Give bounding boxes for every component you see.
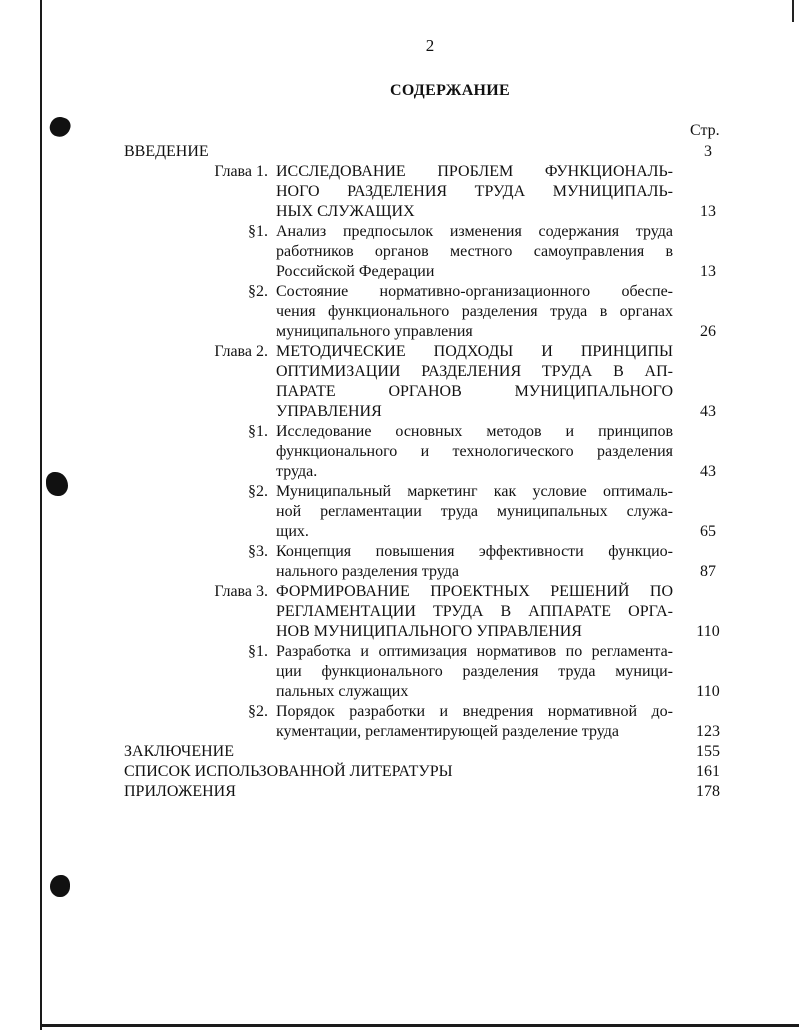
toc-page-number: 161 <box>696 763 720 780</box>
toc-page-number: 155 <box>696 743 720 760</box>
toc-page-number: 87 <box>700 563 716 580</box>
toc-entry-label: Глава 1. <box>214 163 268 180</box>
toc-title-line: Состояние нормативно-организационного обеспе- <box>276 283 673 300</box>
toc-entry-label: §1. <box>248 643 268 660</box>
toc-page-number: 110 <box>696 683 720 700</box>
hole-punch-mark <box>50 875 70 897</box>
toc-section-entry <box>0 642 799 702</box>
toc-title-line: НОВ МУНИЦИПАЛЬНОГО УПРАВЛЕНИЯ <box>276 623 582 640</box>
toc-entry-label: ПРИЛОЖЕНИЯ <box>124 783 236 800</box>
toc-entry-label: Глава 2. <box>214 343 268 360</box>
toc-entry-title <box>276 282 673 342</box>
toc-title: СОДЕРЖАНИЕ <box>389 82 511 99</box>
toc-page-number: 43 <box>700 403 716 420</box>
toc-entry-label: ВВЕДЕНИЕ <box>124 143 209 160</box>
toc-entry-label: СПИСОК ИСПОЛЬЗОВАННОЙ ЛИТЕРАТУРЫ <box>124 763 453 780</box>
page-column-header: Стр. <box>690 122 720 139</box>
toc-title-line: Разработка и оптимизация нормативов по регламента- <box>276 643 673 660</box>
toc-entry-title <box>276 582 673 642</box>
toc-title-line: РЕГЛАМЕНТАЦИИ ТРУДА В АППАРАТЕ ОРГА- <box>276 603 673 620</box>
toc-title-line: Российской Федерации <box>276 263 435 280</box>
toc-part-entry <box>0 742 799 762</box>
toc-entry-label: §1. <box>248 423 268 440</box>
toc-entry-title <box>276 342 673 422</box>
toc-section-entry <box>0 222 799 282</box>
toc-title-line: Муниципальный маркетинг как условие оптималь- <box>276 483 673 500</box>
toc-entry-label: §3. <box>248 543 268 560</box>
toc-title-line: НОГО РАЗДЕЛЕНИЯ ТРУДА МУНИЦИПАЛЬ- <box>276 183 673 200</box>
toc-entry-label: Глава 3. <box>214 583 268 600</box>
toc-title-line: Анализ предпосылок изменения содержания труда <box>276 223 673 240</box>
toc-page-number: 3 <box>704 143 712 160</box>
toc-entry-label: §2. <box>248 703 268 720</box>
toc-title-line: кументации, регламентирующей разделение труда <box>276 723 620 740</box>
toc-title-line: НЫХ СЛУЖАЩИХ <box>276 203 415 220</box>
toc-entry-title <box>276 542 673 582</box>
toc-page-number: 65 <box>700 523 716 540</box>
toc-section-entry <box>0 282 799 342</box>
toc-entry-label: §2. <box>248 483 268 500</box>
toc-title-line: чения функционального разделения труда в органах <box>276 303 673 320</box>
toc-entry-label: §1. <box>248 223 268 240</box>
toc-title-line: щих. <box>276 523 309 540</box>
toc-chapter-entry <box>0 162 799 222</box>
scan-border-bottom <box>40 1024 799 1027</box>
toc-page-number: 123 <box>696 723 720 740</box>
toc-entry-title <box>276 482 673 542</box>
toc-chapter-entry <box>0 342 799 422</box>
toc-page-number: 178 <box>696 783 720 800</box>
toc-title-line: ИССЛЕДОВАНИЕ ПРОБЛЕМ ФУНКЦИОНАЛЬ- <box>276 163 673 180</box>
toc-part-entry <box>0 142 799 162</box>
toc-title-line: муниципального управления <box>276 323 473 340</box>
toc-part-entry <box>0 782 799 802</box>
toc-entry-title <box>276 702 673 742</box>
toc-section-entry <box>0 482 799 542</box>
toc-part-entry <box>0 762 799 782</box>
toc-section-entry <box>0 702 799 742</box>
toc-entry-title <box>276 422 673 482</box>
toc-title-line: Концепция повышения эффективности функцио- <box>276 543 673 560</box>
page-number: 2 <box>425 36 435 55</box>
toc-title-line: УПРАВЛЕНИЯ <box>276 403 382 420</box>
toc-title-line: пальных служащих <box>276 683 409 700</box>
toc-title-line: ПАРАТЕ ОРГАНОВ МУНИЦИПАЛЬНОГО <box>276 383 673 400</box>
toc-title-line: ции функционального разделения труда муници- <box>276 663 673 680</box>
toc-title-line: ОПТИМИЗАЦИИ РАЗДЕЛЕНИЯ ТРУДА В АП- <box>276 363 673 380</box>
toc-title-line: работников органов местного самоуправления в <box>276 243 673 260</box>
toc-title-line: Исследование основных методов и принципов <box>276 423 673 440</box>
toc-title-line: труда. <box>276 463 318 480</box>
toc-page-number: 110 <box>696 623 720 640</box>
toc-chapter-entry <box>0 582 799 642</box>
toc-page-number: 13 <box>700 203 716 220</box>
toc-title-line: нального разделения труда <box>276 563 459 580</box>
toc-section-entry <box>0 422 799 482</box>
toc-title-line: МЕТОДИЧЕСКИЕ ПОДХОДЫ И ПРИНЦИПЫ <box>276 343 673 360</box>
scan-border-right <box>792 0 794 22</box>
toc-section-entry <box>0 542 799 582</box>
toc-entry-title <box>276 162 673 222</box>
hole-punch-mark <box>47 114 73 140</box>
toc-title-line: функционального и технологического разделения <box>276 443 673 460</box>
toc-entry-title <box>276 642 673 702</box>
toc-title-line: Порядок разработки и внедрения нормативной до- <box>276 703 673 720</box>
toc-entry-label: ЗАКЛЮЧЕНИЕ <box>124 743 234 760</box>
toc-page-number: 43 <box>700 463 716 480</box>
toc-title-line: ФОРМИРОВАНИЕ ПРОЕКТНЫХ РЕШЕНИЙ ПО <box>276 583 673 600</box>
toc-entry-label: §2. <box>248 283 268 300</box>
toc-page-number: 26 <box>700 323 716 340</box>
toc-entry-title <box>276 222 673 282</box>
toc-title-line: ной регламентации труда муниципальных служа- <box>276 503 673 520</box>
toc-page-number: 13 <box>700 263 716 280</box>
